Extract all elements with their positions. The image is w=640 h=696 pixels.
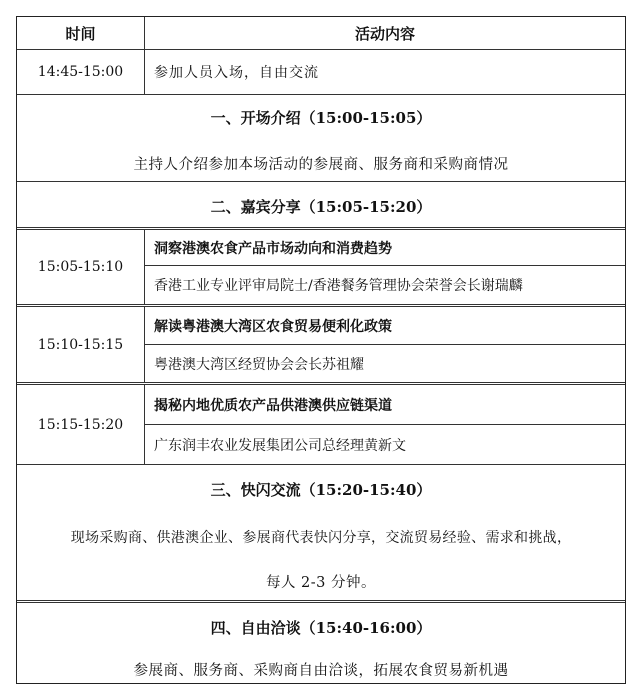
- talk-time: 15:15-15:20: [17, 385, 145, 464]
- entry-desc: 参加人员入场，自由交流: [154, 65, 319, 81]
- header-row: [17, 17, 625, 50]
- talk-topic-text: 洞察港澳农食产品市场动向和消费趋势: [154, 240, 392, 257]
- section-guest-share: [17, 182, 625, 230]
- talk-time: 15:05-15:10: [17, 230, 145, 304]
- section-flash-exchange-line1: 现场采购商、供港澳企业、参展商代表快闪分享，交流贸易经验、需求和挑战，: [70, 530, 572, 546]
- talk-row: [17, 230, 625, 307]
- section-free-talk: [17, 603, 625, 685]
- entry-row: [17, 50, 625, 95]
- talk-speaker-text: 广东润丰农业发展集团公司总经理黄新文: [154, 438, 406, 454]
- talk-topic: [145, 230, 625, 266]
- talk-speaker-text: 粤港澳大湾区经贸协会会长苏祖耀: [154, 356, 364, 373]
- section-free-talk-title: 四、自由洽谈（15:40-16:00）: [210, 619, 432, 637]
- talk-row: [17, 385, 625, 465]
- header-time: 时间: [17, 17, 145, 49]
- talk-speaker: [145, 345, 625, 382]
- section-opening-desc: 主持人介绍参加本场活动的参展商、服务商和采购商情况: [133, 157, 509, 173]
- section-flash-exchange-title: 三、快闪交流（15:20-15:40）: [210, 481, 432, 499]
- talk-speaker-text: 香港工业专业评审局院士/香港餐务管理协会荣誉会长谢瑞麟: [154, 278, 523, 294]
- talk-topic-text: 解读粤港澳大湾区农食贸易便利化政策: [154, 318, 392, 335]
- entry-time: 14:45-15:00: [17, 50, 145, 94]
- talk-time: 15:10-15:15: [17, 307, 145, 382]
- talk-row: [17, 307, 625, 385]
- talk-topic: [145, 385, 625, 425]
- section-guest-share-title: 二、嘉宾分享（15:05-15:20）: [210, 198, 432, 216]
- schedule-table: [16, 16, 626, 684]
- talk-speaker: [145, 425, 625, 465]
- section-flash-exchange: [17, 465, 625, 603]
- header-content: 活动内容: [354, 24, 415, 43]
- section-flash-exchange-line2: 每人 2-3 分钟。: [265, 575, 377, 591]
- talk-speaker: [145, 266, 625, 304]
- talk-topic-text: 揭秘内地优质农产品供港澳供应链渠道: [154, 397, 392, 414]
- section-opening-title: 一、开场介绍（15:00-15:05）: [210, 109, 432, 127]
- section-opening: [17, 95, 625, 182]
- section-free-talk-desc: 参展商、服务商、采购商自由洽谈，拓展农食贸易新机遇: [133, 663, 509, 679]
- talk-topic: [145, 307, 625, 345]
